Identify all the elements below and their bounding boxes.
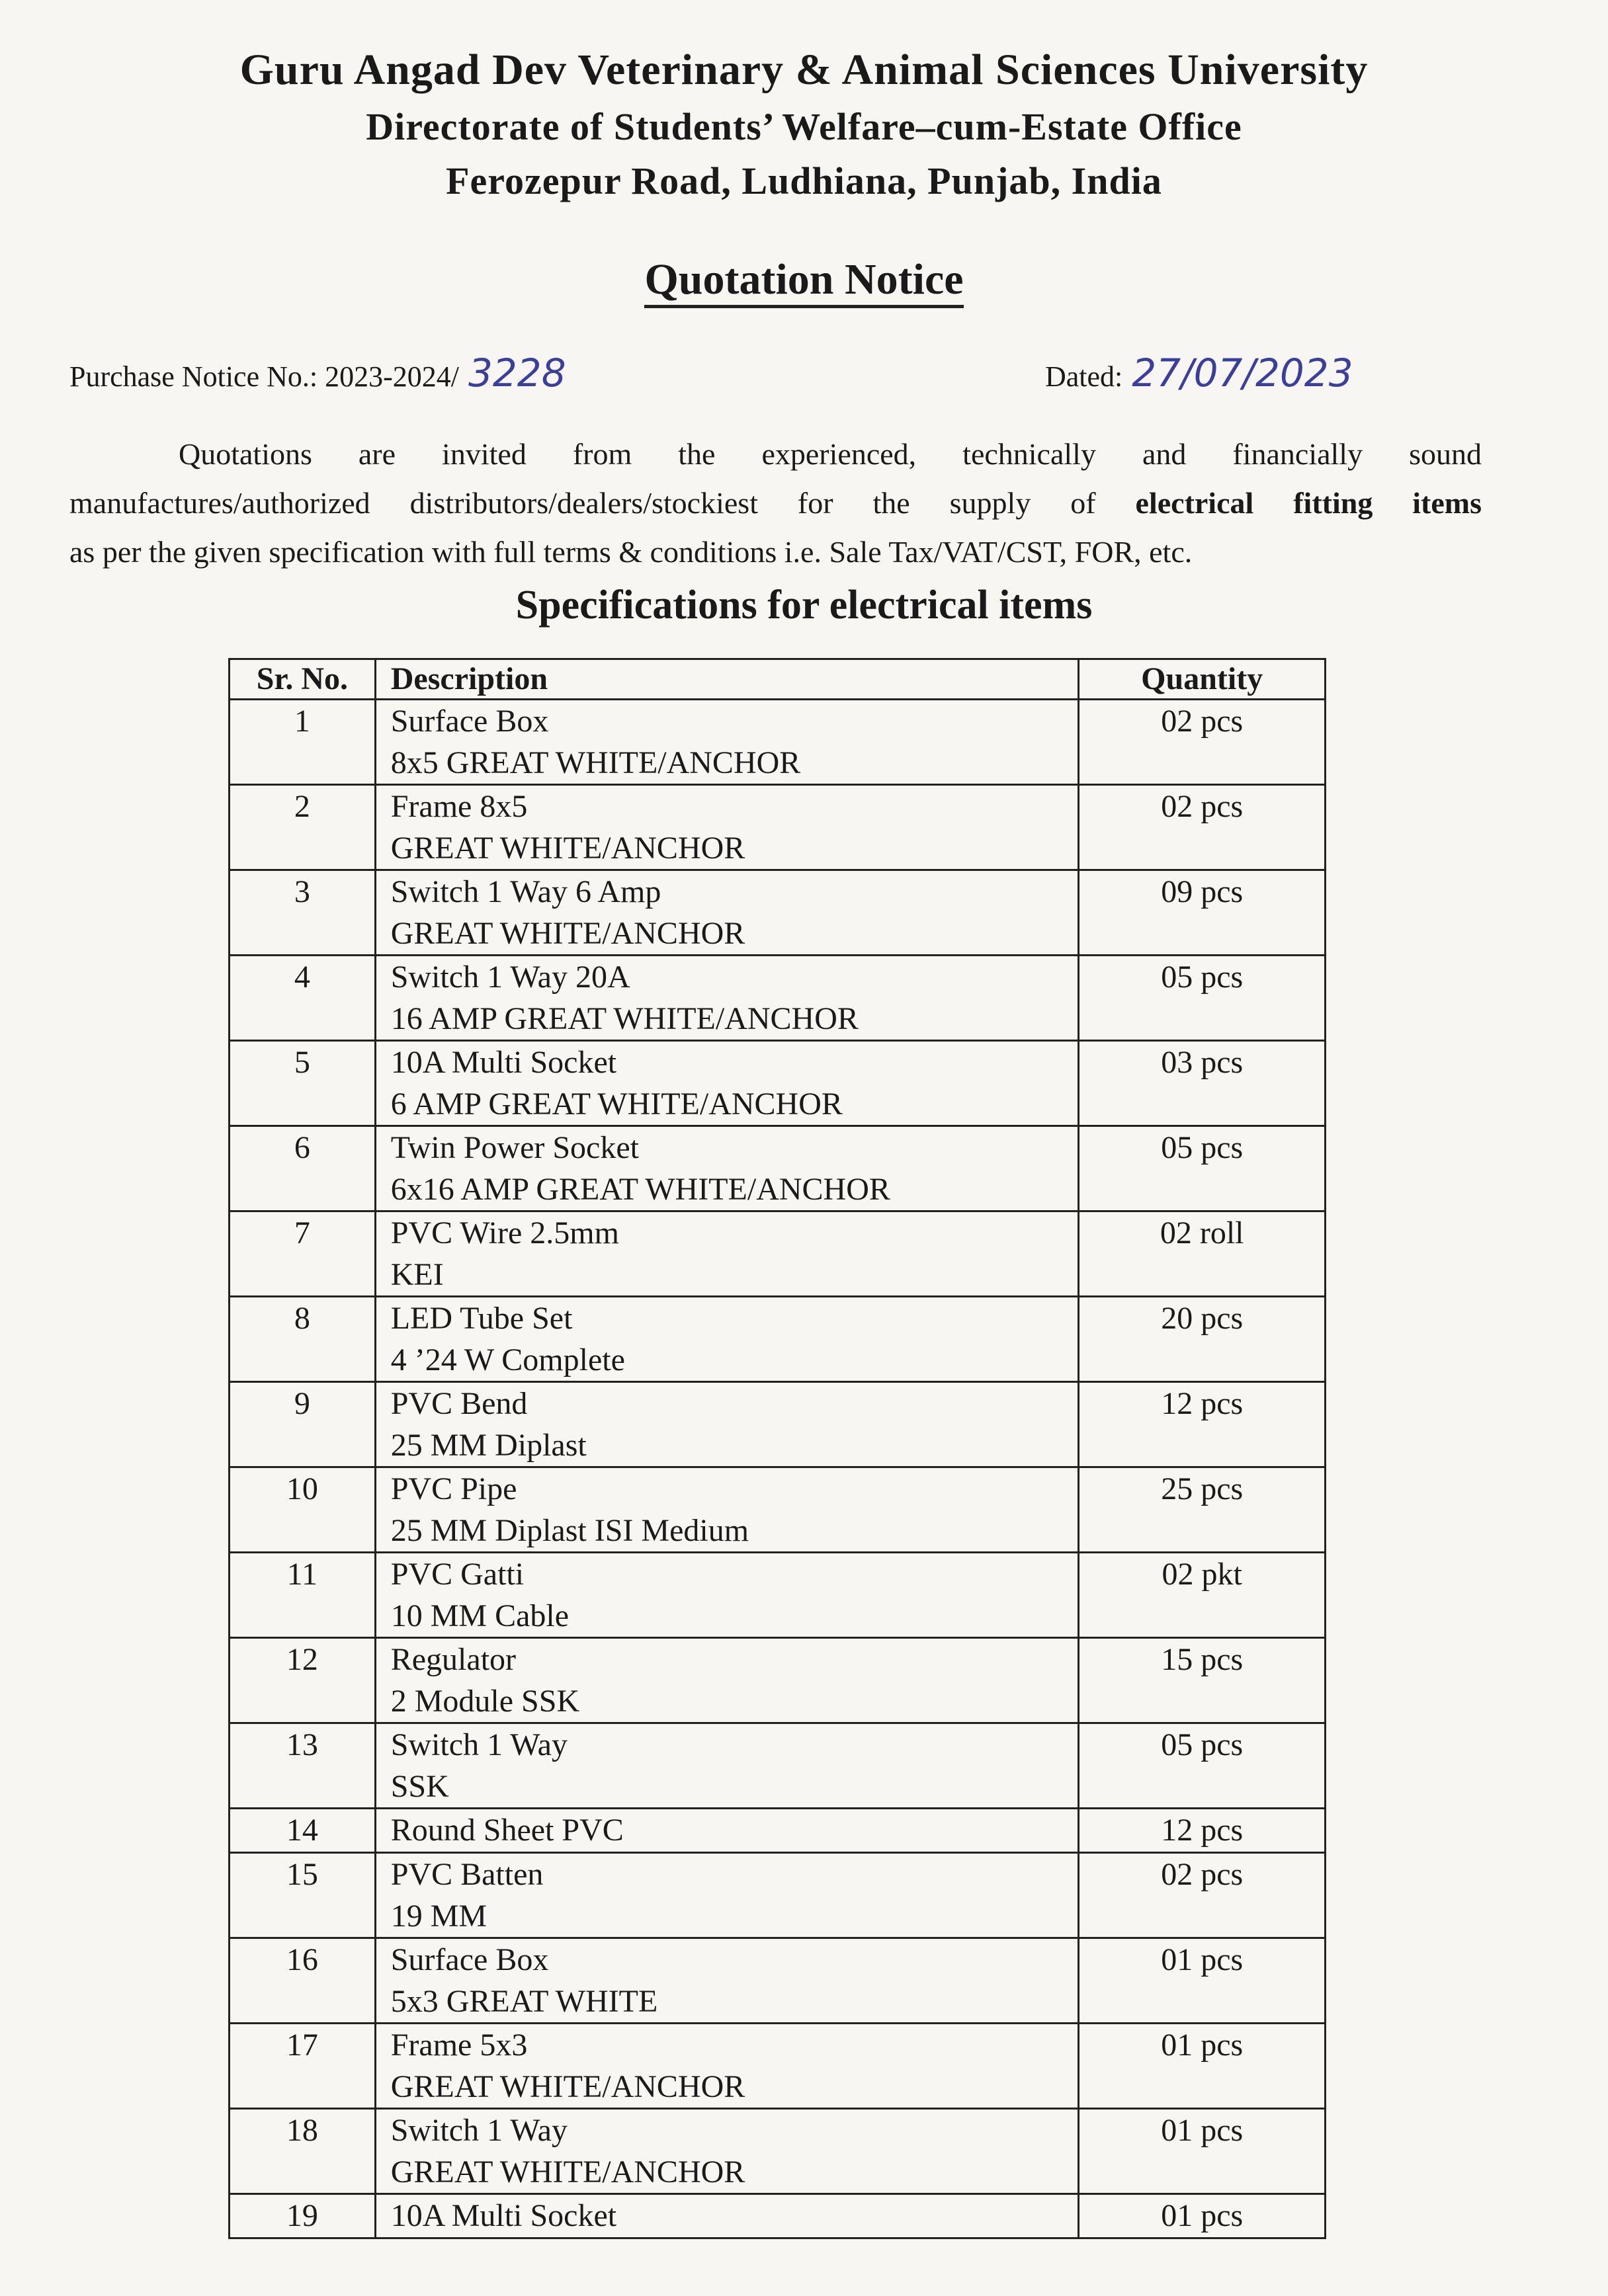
description-cell xyxy=(375,1297,1079,1382)
table-row xyxy=(230,1126,1326,1211)
description-line-2: 10 MM Cable xyxy=(390,1598,570,1633)
intro-line-2 xyxy=(69,479,1482,528)
sr-no-cell xyxy=(230,1853,376,1938)
description-cell xyxy=(375,2109,1079,2194)
description-line-2: 5x3 GREAT WHITE xyxy=(390,1984,658,2019)
description-line-1: Switch 1 Way xyxy=(390,2113,568,2148)
table-header-row xyxy=(230,659,1326,700)
quantity-cell xyxy=(1079,870,1326,956)
intro-line-1: Quotations are invited from the experienced, technically and financially sound xyxy=(179,437,1482,471)
description-line-1: 10A Multi Socket xyxy=(390,2198,617,2233)
sr-no-cell xyxy=(230,2109,376,2194)
description-line-1: PVC Wire 2.5mm xyxy=(390,1215,619,1250)
sr-no-cell xyxy=(230,1809,376,1853)
table-row xyxy=(230,1211,1326,1297)
table-row xyxy=(230,1297,1326,1382)
table-row xyxy=(230,1553,1326,1638)
table-row xyxy=(230,1638,1326,1723)
notice-date xyxy=(1045,350,1353,395)
description-line-2: 8x5 GREAT WHITE/ANCHOR xyxy=(390,745,801,780)
sr-no-cell xyxy=(230,2024,376,2109)
sr-no-cell xyxy=(230,1041,376,1126)
description-line-1: 10A Multi Socket xyxy=(390,1045,617,1080)
description-line-1: PVC Pipe xyxy=(390,1471,517,1506)
sr-no: 16 xyxy=(286,1942,318,1977)
description-line-1: Switch 1 Way 20A xyxy=(390,960,630,995)
quantity-cell xyxy=(1079,785,1326,870)
purchase-notice-label: Purchase Notice No.: 2023-2024/ xyxy=(69,360,459,393)
purchase-notice xyxy=(69,350,566,395)
description-line-2: 6x16 AMP GREAT WHITE/ANCHOR xyxy=(390,1172,890,1207)
quantity-cell xyxy=(1079,1297,1326,1382)
sr-no: 4 xyxy=(294,960,310,995)
description-cell xyxy=(375,1723,1079,1809)
description-line-2: GREAT WHITE/ANCHOR xyxy=(390,2154,745,2190)
quantity: 25 pcs xyxy=(1161,1471,1244,1506)
table-row xyxy=(230,1467,1326,1553)
items-table xyxy=(228,658,1326,2239)
table-row xyxy=(230,2024,1326,2109)
description-line-1: Frame 5x3 xyxy=(390,2028,528,2063)
description-cell xyxy=(375,2194,1079,2238)
quantity: 05 pcs xyxy=(1161,960,1244,995)
quantity: 02 pkt xyxy=(1162,1557,1242,1592)
table-row xyxy=(230,2109,1326,2194)
sr-no-cell xyxy=(230,1297,376,1382)
sr-no: 7 xyxy=(294,1215,310,1250)
university-name: Guru Angad Dev Veterinary & Animal Sciences University xyxy=(239,46,1369,94)
sr-no: 12 xyxy=(286,1642,318,1677)
description-line-2: 4 ’24 W Complete xyxy=(390,1342,625,1377)
description-cell xyxy=(375,1041,1079,1126)
quantity: 02 pcs xyxy=(1161,1857,1244,1892)
spec-title: Specifications for electrical items xyxy=(515,583,1093,628)
sr-no: 15 xyxy=(286,1857,318,1892)
quantity-cell xyxy=(1079,1041,1326,1126)
description-cell xyxy=(375,1467,1079,1553)
description-line-1: LED Tube Set xyxy=(390,1301,573,1336)
description-cell xyxy=(375,1809,1079,1853)
sr-no: 14 xyxy=(286,1813,318,1848)
description-cell xyxy=(375,870,1079,956)
sr-no: 18 xyxy=(286,2113,318,2148)
notice-title-wrap xyxy=(0,255,1608,305)
sr-no: 17 xyxy=(286,2028,318,2063)
quantity: 01 pcs xyxy=(1161,2028,1244,2063)
description-line-1: Frame 8x5 xyxy=(390,789,528,824)
table-row xyxy=(230,1938,1326,2024)
quantity: 01 pcs xyxy=(1161,2113,1244,2148)
sr-no: 8 xyxy=(294,1301,310,1336)
table-row xyxy=(230,1809,1326,1853)
quantity: 02 roll xyxy=(1160,1215,1244,1250)
quantity: 15 pcs xyxy=(1161,1642,1244,1677)
quantity-cell xyxy=(1079,1467,1326,1553)
description-cell xyxy=(375,1126,1079,1211)
quantity: 02 pcs xyxy=(1161,789,1244,824)
address: Ferozepur Road, Ludhiana, Punjab, India xyxy=(446,159,1162,202)
sr-no: 11 xyxy=(286,1557,317,1592)
description-line-1: Regulator xyxy=(390,1642,517,1677)
sr-no: 6 xyxy=(294,1130,310,1165)
description-cell xyxy=(375,1638,1079,1723)
sr-no-cell xyxy=(230,1723,376,1809)
quantity: 01 pcs xyxy=(1161,1942,1244,1977)
description-line-2: GREAT WHITE/ANCHOR xyxy=(390,2069,745,2104)
description-cell xyxy=(375,2024,1079,2109)
quantity: 20 pcs xyxy=(1161,1301,1244,1336)
directorate-name: Directorate of Students’ Welfare–cum-Estate Office xyxy=(366,105,1242,148)
description-line-1: PVC Gatti xyxy=(390,1557,525,1592)
sr-no: 19 xyxy=(286,2198,318,2233)
description-line-1: Twin Power Socket xyxy=(390,1130,639,1165)
quantity-cell xyxy=(1079,2109,1326,2194)
sr-no: 9 xyxy=(294,1386,310,1421)
quantity-cell xyxy=(1079,1126,1326,1211)
description-line-2: 6 AMP GREAT WHITE/ANCHOR xyxy=(390,1086,843,1122)
quantity: 05 pcs xyxy=(1161,1130,1244,1165)
dated-label: Dated: xyxy=(1045,360,1123,393)
quantity: 05 pcs xyxy=(1161,1727,1244,1762)
sr-no: 2 xyxy=(294,789,310,824)
table-row xyxy=(230,1041,1326,1126)
description-cell xyxy=(375,1553,1079,1638)
sr-no-cell xyxy=(230,700,376,785)
table-body xyxy=(230,700,1326,2238)
sr-no: 10 xyxy=(286,1471,318,1506)
table-row xyxy=(230,870,1326,956)
intro-line-2-bold: electrical fitting items xyxy=(1135,486,1482,520)
sr-no-cell xyxy=(230,1467,376,1553)
quantity-cell xyxy=(1079,2194,1326,2238)
description-cell xyxy=(375,1938,1079,2024)
quantity-cell xyxy=(1079,1723,1326,1809)
quantity: 01 pcs xyxy=(1161,2198,1244,2233)
description-cell xyxy=(375,1382,1079,1467)
description-line-2: GREAT WHITE/ANCHOR xyxy=(390,916,745,951)
description-line-2: KEI xyxy=(390,1257,444,1292)
sr-no-cell xyxy=(230,1938,376,2024)
quantity-cell xyxy=(1079,1382,1326,1467)
description-line-1: Round Sheet PVC xyxy=(390,1813,624,1848)
table-row xyxy=(230,1853,1326,1938)
sr-no-cell xyxy=(230,785,376,870)
description-line-1: PVC Bend xyxy=(390,1386,528,1421)
description-line-2: SSK xyxy=(390,1769,449,1804)
description-line-1: Switch 1 Way 6 Amp xyxy=(390,874,661,909)
quantity-cell xyxy=(1079,1211,1326,1297)
sr-no-cell xyxy=(230,1382,376,1467)
quantity-cell xyxy=(1079,1809,1326,1853)
sr-no-cell xyxy=(230,1553,376,1638)
sr-no-cell xyxy=(230,1126,376,1211)
table-row xyxy=(230,1723,1326,1809)
quantity-cell xyxy=(1079,1638,1326,1723)
table-row xyxy=(230,956,1326,1041)
header-sr-no: Sr. No. xyxy=(230,659,376,700)
sr-no-cell xyxy=(230,2194,376,2238)
description-line-2: GREAT WHITE/ANCHOR xyxy=(390,831,745,866)
date-value: 27/07/2023 xyxy=(1132,350,1353,395)
sr-no-cell xyxy=(230,870,376,956)
quantity-cell xyxy=(1079,1553,1326,1638)
quantity: 12 pcs xyxy=(1161,1386,1244,1421)
description-line-1: PVC Batten xyxy=(390,1857,544,1892)
description-line-2: 19 MM xyxy=(390,1899,487,1934)
quantity: 02 pcs xyxy=(1161,704,1244,739)
description-line-2: 25 MM Diplast xyxy=(390,1428,587,1463)
sr-no: 1 xyxy=(294,704,310,739)
quantity-cell xyxy=(1079,956,1326,1041)
sr-no-cell xyxy=(230,956,376,1041)
description-line-2: 25 MM Diplast ISI Medium xyxy=(390,1513,749,1548)
purchase-notice-number: 3228 xyxy=(468,350,566,395)
header-description: Description xyxy=(375,659,1079,700)
description-cell xyxy=(375,1211,1079,1297)
header-quantity: Quantity xyxy=(1079,659,1326,700)
table-row xyxy=(230,785,1326,870)
description-line-1: Surface Box xyxy=(390,704,549,739)
description-line-2: 2 Module SSK xyxy=(390,1684,580,1719)
quantity-cell xyxy=(1079,1853,1326,1938)
sr-no: 13 xyxy=(286,1727,318,1762)
quantity-cell xyxy=(1079,2024,1326,2109)
sr-no: 3 xyxy=(294,874,310,909)
sr-no: 5 xyxy=(294,1045,310,1080)
quantity-cell xyxy=(1079,1938,1326,2024)
description-cell xyxy=(375,785,1079,870)
notice-title: Quotation Notice xyxy=(644,255,963,308)
quantity-cell xyxy=(1079,700,1326,785)
description-line-1: Switch 1 Way xyxy=(390,1727,568,1762)
sr-no-cell xyxy=(230,1638,376,1723)
description-cell xyxy=(375,700,1079,785)
quantity: 12 pcs xyxy=(1161,1813,1244,1848)
description-cell xyxy=(375,1853,1079,1938)
table-row xyxy=(230,700,1326,785)
sr-no-cell xyxy=(230,1211,376,1297)
quantity: 03 pcs xyxy=(1161,1045,1244,1080)
description-line-2: 16 AMP GREAT WHITE/ANCHOR xyxy=(390,1001,859,1036)
description-line-1: Surface Box xyxy=(390,1942,549,1977)
intro-line-3: as per the given specification with full terms & conditions i.e. Sale Tax/VAT/CST, FOR, etc. xyxy=(69,535,1193,569)
description-cell xyxy=(375,956,1079,1041)
intro-line-2-text: manufactures/authorized distributors/dealers/stockiest for the supply of xyxy=(69,486,1136,520)
quantity: 09 pcs xyxy=(1161,874,1244,909)
table-row xyxy=(230,1382,1326,1467)
table-row xyxy=(230,2194,1326,2238)
